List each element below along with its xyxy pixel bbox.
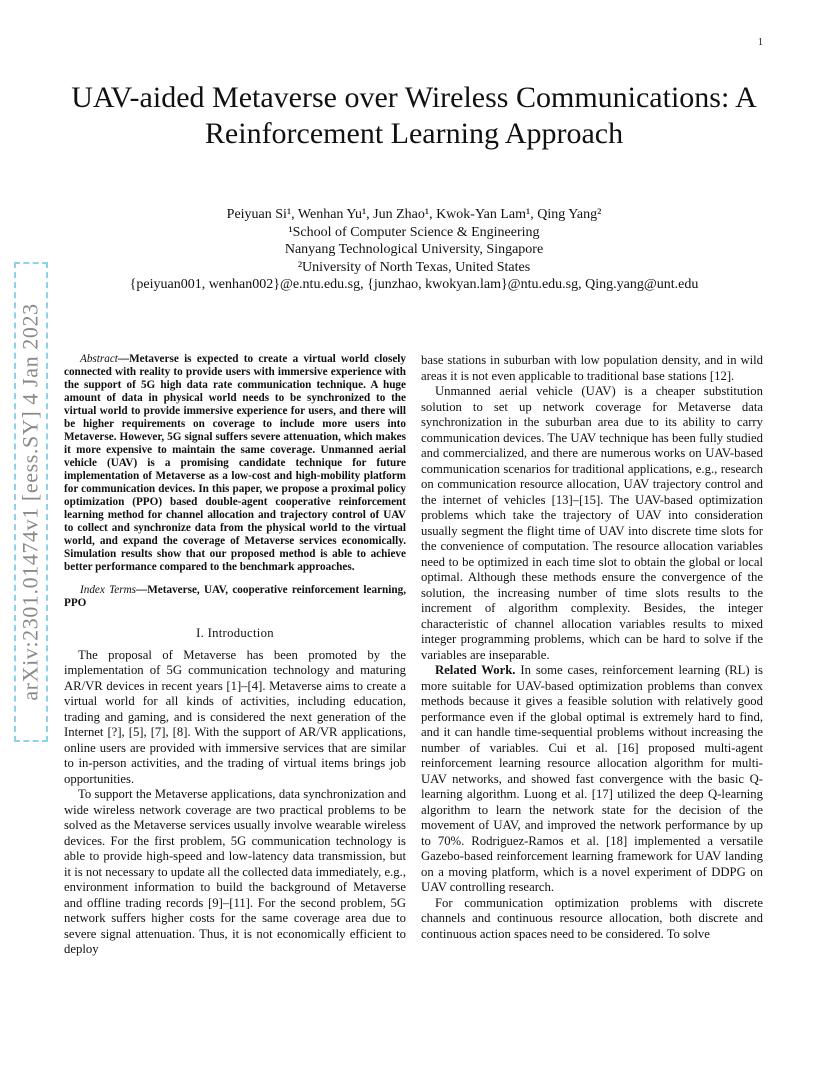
- intro-paragraph-final: For communication optimization problems with discrete channels and continuous resource allocation, both discrete and continuous action spaces need to be considered. To solve: [421, 895, 763, 941]
- related-work-paragraph: [421, 663, 763, 896]
- index-terms-body: —Metaverse, UAV, cooperative reinforcement learning, PPO: [64, 584, 406, 609]
- author-block: [60, 206, 768, 294]
- author-names: Peiyuan Si¹, Wenhan Yu¹, Jun Zhao¹, Kwok-Yan Lam¹, Qing Yang²: [226, 207, 602, 222]
- intro-paragraph-4: Unmanned aerial vehicle (UAV) is a cheaper substitution solution to set up network coverage for Metaverse data synchronization in the suburban area due to its ability to carry communication devices. The UAV technique has been fully studied and commercialized, and there are numerous works on UAV-based communication scenarios for traditional applications, e.g., research on communication resource allocation, UAV trajectory control and the internet of vehicles [13]–[15]. The UAV-based optimization problems which take the trajectory of UAV into consideration usually segment the flight time of UAV into discrete time slots for the convenience of computation. The resource allocation variables need to be optimized in each time slot to obtain the global or local optimal. Although these methods ensure the convergence of the solution, the increasing number of time slots results to the increment of algorithm complexity. Besides, the integer characteristic of channel allocation variables results to mixed integer programming problems, which can be hard to solve if the variables are inseparable.: [421, 384, 763, 662]
- abstract: [64, 353, 406, 574]
- paper-title: UAV-aided Metaverse over Wireless Communications: A Reinforcement Learning Approach: [71, 81, 757, 150]
- author-emails: {peiyuan001, wenhan002}@e.ntu.edu.sg, {junzhao, kwokyan.lam}@ntu.edu.sg, Qing.yang@unt.edu: [129, 277, 699, 292]
- intro-paragraph-3: base stations in suburban with low population density, and in wild areas it is not even applicable to traditional base stations [12].: [421, 353, 763, 383]
- intro-paragraph-2: To support the Metaverse applications, data synchronization and wide wireless network coverage are two practical problems to be solved as the Metaverse services usually involve wearable wireless devices. For the first problem, 5G communication technology is able to provide high-speed and low-latency data transmission, but it is not necessary to update all the collected data immediately, e.g., environment information to build the background of Metaverse and offline trading records [9]–[11]. For the second problem, 5G network suffers higher costs for the same coverage area due to severe signal attenuation. Thus, it is not economically efficient to deploy: [64, 787, 406, 956]
- abstract-body: —Metaverse is expected to create a virtual world closely connected with reality to provide users with immersive experience with the support of 5G high data rate communication technique. A huge amount of data in physical world needs to be synchronized to the virtual world to provide immersive experience for users, and there will be higher requirements on coverage to include more users into Metaverse. However, 5G signal suffers severe attenuation, which makes it more expensive to maintain the same coverage. Unmanned aerial vehicle (UAV) is a promising candidate technique for future implementation of Metaverse as a low-cost and high-mobility platform for communication devices. In this paper, we propose a proximal policy optimization (PPO) based double-agent cooperative reinforcement learning method for channel allocation and trajectory control of UAV to collect and synchronize data from the physical world to the virtual world, and expand the coverage of Metaverse services economically. Simulation results show that our proposed method is able to achieve better performance compared to the benchmark approaches.: [64, 353, 406, 573]
- section-heading-introduction: I. Introduction: [196, 626, 274, 640]
- index-terms: [64, 584, 406, 610]
- arxiv-stamp-text: arXiv:2301.01474v1 [eess.SY] 4 Jan 2023: [18, 303, 44, 701]
- related-work-label: Related Work.: [435, 663, 516, 677]
- arxiv-stamp: [14, 262, 48, 742]
- related-work-body: In some cases, reinforcement learning (RL) is more suitable for UAV-based optimization problems than convex methods because it gives a feasible solution with relatively good performance even if the global optimal is extremely hard to find, and it can handle time-sequential problems without increasing the number of variables. Cui et al. [16] proposed multi-agent reinforcement learning resource allocation algorithm for multi-UAV networks, and showed fast convergence with the basic Q-learning algorithm. Luong et al. [17] utilized the deep Q-learning algorithm to learn the network state for the decision of the movement of UAV, and improved the network performance by up to 70%. Rodriguez-Ramos et al. [18] implemented a versatile Gazebo-based reinforcement learning framework for UAV landing on a moving platform, which is a novel experiment of DDPG on UAV controlling research.: [421, 663, 763, 894]
- affiliation-1-location: Nanyang Technological University, Singapore: [284, 242, 544, 257]
- affiliation-2: ²University of North Texas, United States: [297, 259, 531, 275]
- right-column: [421, 353, 763, 942]
- left-column: [64, 353, 406, 958]
- intro-paragraph-1: The proposal of Metaverse has been promoted by the implementation of 5G communication technology and maturing AR/VR devices in recent years [1]–[4]. Metaverse aims to create a virtual world for all kinds of activities, including education, trading and gaming, and is considered the next generation of the Internet [?], [5], [7], [8]. With the support of AR/VR applications, online users are provided with immersive services that are similar to in-person activities, and the trading of virtual items brings job opportunities.: [64, 647, 406, 786]
- abstract-label: Abstract: [80, 353, 118, 365]
- page-number: 1: [758, 37, 763, 48]
- affiliation-1: ¹School of Computer Science & Engineering: [288, 224, 540, 240]
- index-terms-label: Index Terms: [80, 584, 137, 596]
